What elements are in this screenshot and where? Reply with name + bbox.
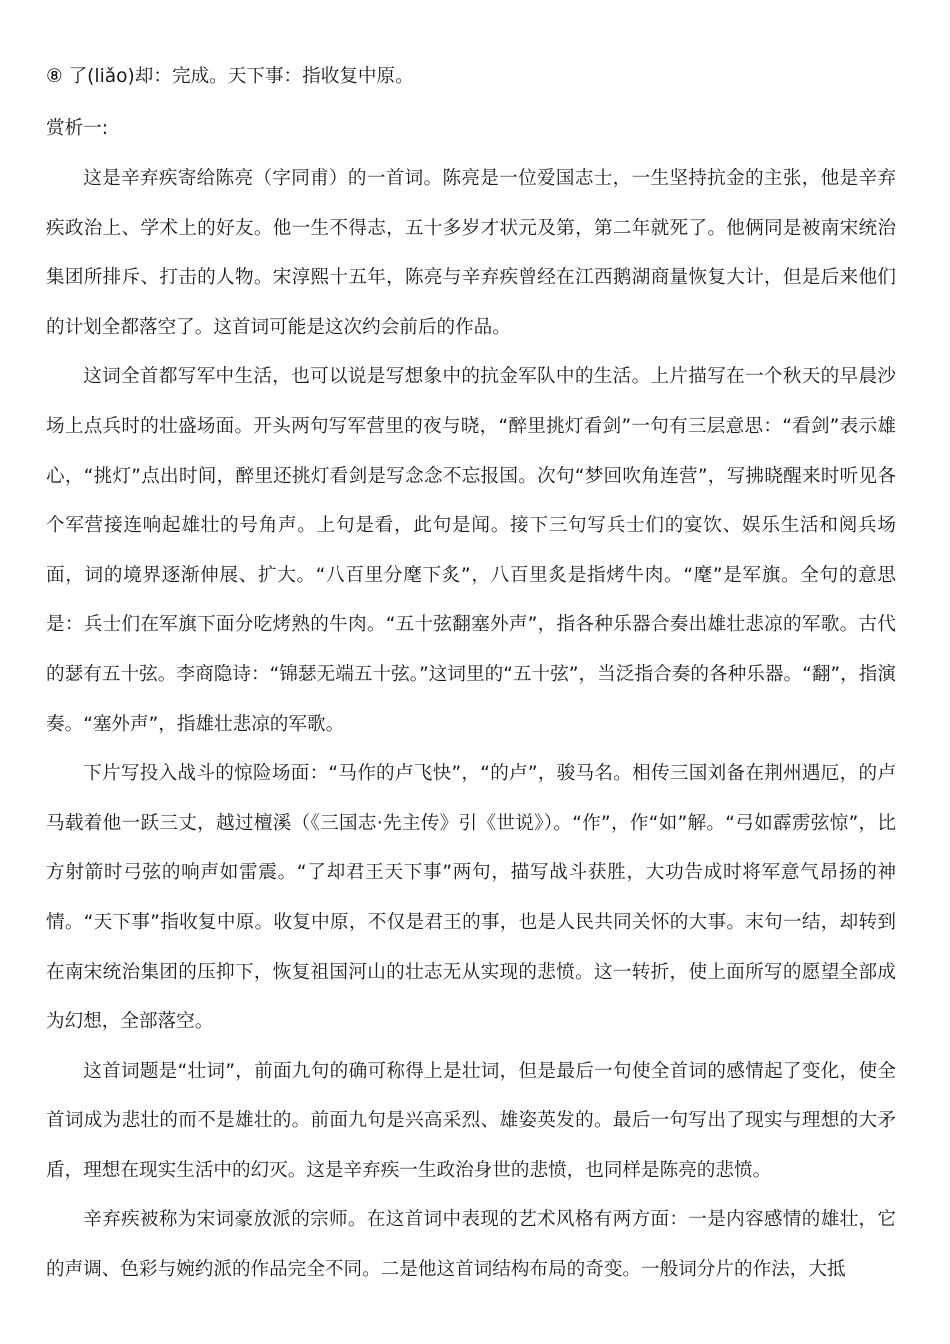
paragraph-style: 辛弃疾被称为宋词豪放派的宗师。在这首词中表现的艺术风格有两方面：一是内容感情的雄壮，它的声调、色彩与婉约派的作品完全不同。二是他这首词结构布局的奇变。一般词分片的作法，大抵: [46, 1209, 896, 1281]
paragraph-theme: 这首词题是“壮词”，前面九句的确可称得上是壮词，但是最后一句使全首词的感情起了变化，使全首词成为悲壮的而不是雄壮的。前面九句是兴高采烈、雄姿英发的。最后一句写出了现实与理想的大矛盾，理想在现实生活中的幻灭。这是辛弃疾一生政治身世的悲愤，也同样是陈亮的悲愤。: [46, 1060, 896, 1181]
paragraph-intro: 这是辛弃疾寄给陈亮（字同甫）的一首词。陈亮是一位爱国志士，一生坚持抗金的主张，他是辛弃疾政治上、学术上的好友。他一生不得志，五十多岁才状元及第，第二年就死了。他俩同是被南宋统治集团所排斥、打击的人物。宋淳熙十五年，陈亮与辛弃疾曾经在江西鹅湖商量恢复大计，但是后来他们的计划全都落空了。这首词可能是这次约会前后的作品。: [46, 168, 896, 338]
document-page: [46, 0, 896, 1295]
paragraph-lower-stanza: 下片写投入战斗的惊险场面：“马作的卢飞快”，“的卢”，骏马名。相传三国刘备在荆州遇厄，的卢马载着他一跃三丈，越过檀溪（《三国志·先主传》引《世说》）。“作”，作“如”解。“弓如霹雳弦惊”，比方射箭时弓弦的响声如雷震。“了却君王天下事”两句，描写战斗获胜，大功告成时将军意气昂扬的神情。“天下事”指收复中原。收复中原，不仅是君王的事，也是人民共同关怀的大事。末句一结，却转到在南宋统治集团的压抑下，恢复祖国河山的壮志无从实现的悲愤。这一转折，使上面所写的愿望全部成为幻想，全部落空。: [46, 763, 896, 1033]
section-heading: 赏析一:: [46, 118, 109, 139]
paragraph-upper-stanza: 这词全首都写军中生活，也可以说是写想象中的抗金军队中的生活。上片描写在一个秋天的早晨沙场上点兵时的壮盛场面。开头两句写军营里的夜与晓，“醉里挑灯看剑”一句有三层意思：“看剑”表示雄心，“挑灯”点出时间，醉里还挑灯看剑是写念念不忘报国。次句“梦回吹角连营”，写拂晓醒来时听见各个军营接连响起雄壮的号角声。上句是看，此句是闻。接下三句写兵士们的宴饮、娱乐生活和阅兵场面，词的境界逐渐伸展、扩大。“八百里分麾下炙”，八百里炙是指烤牛肉。“麾”是军旗。全句的意思是：兵士们在军旗下面分吃烤熟的牛肉。“五十弦翻塞外声”，指各种乐器合奏出雄壮悲凉的军歌。古代的瑟有五十弦。李商隐诗：“锦瑟无端五十弦。”这词里的“五十弦”，当泛指合奏的各种乐器。“翻”，指演奏。“塞外声”，指雄壮悲凉的军歌。: [46, 366, 896, 735]
footnote-8: ⑧ 了(liǎo)却：完成。天下事：指收复中原。: [46, 66, 414, 87]
